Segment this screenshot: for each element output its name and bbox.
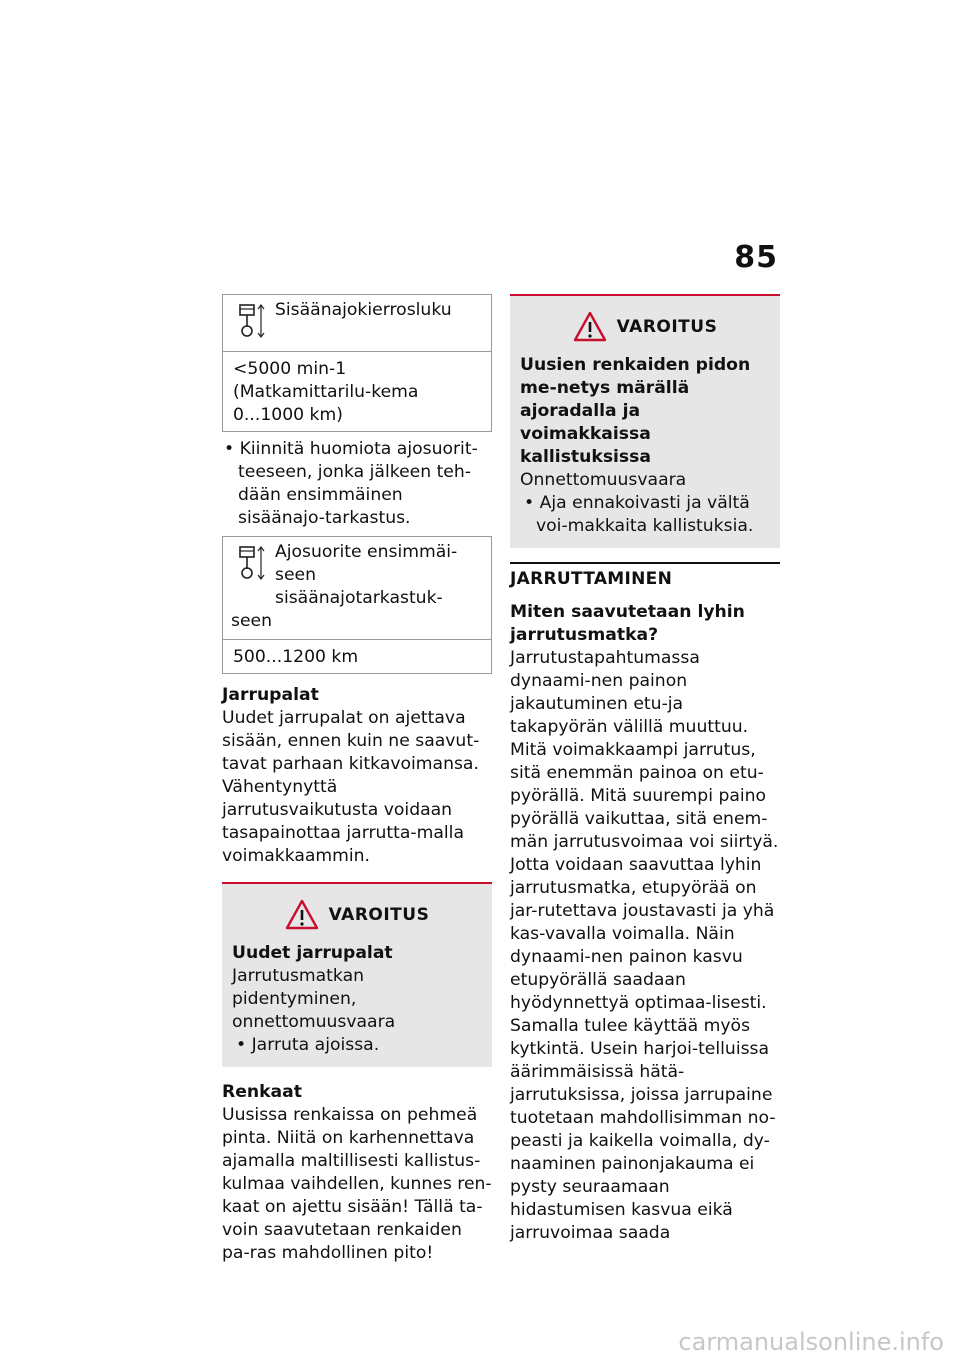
warning-subject: Uusien renkaiden pidon me-netys märällä ajoradalla ja voimakkaissa kallistuksissa <box>520 355 751 467</box>
warning-title: VAROITUS <box>328 904 430 925</box>
paragraph: Jarrutustapahtumassa dynaami-nen painon jakautuminen etu-ja takapyörän välillä muuttuu. Mitä voimakkaampi jarrutus, sitä enemmän painoa on etu-pyörällä. Mitä suurempi paino pyörällä vaikuttaa, sitä enem-män jarrutusvoimaa voi siirtyä. Jotta voidaan saavuttaa lyhin jarrutusmatka, etupyörää on jar-rutettava joustavasti ja yhä kas-vavalla voimalla. Näin dynaami-nen painon kasvu etupyörällä saadaan hyödynnettyä optimaa-lisesti. Samalla tulee käyttää myös kytkintä. Usein harjoi-telluissa äärimmäisissä hätä-jarrutuksissa, joissa jarrupaine tuotetaan mahdollisimman no-peasti ja kaikella voimalla, dy-naaminen painonjakauma ei pysty seuraamaan hidastumisen kasvua eikä jarruvoimaa saada <box>510 648 779 1243</box>
paragraph: Uusissa renkaissa on pehmeä pinta. Niitä on karhennettava ajamalla maltillisesti kallistus-kulmaa vaihdellen, kunnes ren-kaat on ajettu sisään! Tällä ta-voin saavutetaan renkaiden pa-ras mahdollinen pito! <box>222 1105 492 1263</box>
list-item: • Kiinnitä huomiota ajosuorit-teeseen, jonka jälkeen teh-dään ensimmäinen sisäänajo-tarkastus. <box>224 439 478 528</box>
warning-triangle-icon <box>285 899 319 931</box>
warning-text: Onnettomuusvaara <box>520 470 687 490</box>
warning-box <box>222 882 492 1067</box>
spec-label: Ajosuorite ensimmäi-seen sisäänajotarkastuk- <box>275 542 458 608</box>
warning-bullet: • Aja ennakoivasti ja vältä voi-makkaita kallistuksia. <box>524 493 754 536</box>
subsection-heading: Miten saavutetaan lyhin jarrutusmatka? <box>510 602 745 645</box>
spec-label-continued: seen <box>231 611 272 631</box>
spec-value: <5000 min-1 (Matkamittarilu-kema 0...1000 km) <box>233 359 419 425</box>
warning-title: VAROITUS <box>616 316 718 337</box>
spec-box-header <box>223 537 491 640</box>
warning-triangle-icon <box>573 311 607 343</box>
watermark: carmanualsonline.info <box>678 1328 944 1356</box>
spec-box-break-in-rpm <box>222 294 492 432</box>
right-column <box>510 294 780 1245</box>
warning-header <box>520 310 770 344</box>
paragraph: Uudet jarrupalat on ajettava sisään, ennen kuin ne saavut-tavat parhaan kitkavoimansa. Vähentynyttä jarrutusvaikutusta voidaan tasapainottaa jarrutta-malla voimakkaammin. <box>222 708 480 866</box>
warning-header <box>232 898 482 932</box>
spec-box-first-inspection <box>222 536 492 674</box>
spec-box-header <box>223 295 491 352</box>
piston-gauge-icon <box>237 545 267 581</box>
warning-bullet: • Jarruta ajoissa. <box>236 1035 380 1055</box>
warning-subject: Uudet jarrupalat <box>232 943 393 963</box>
warning-text: Jarrutusmatkan pidentyminen, onnettomuusvaara <box>232 966 396 1032</box>
left-column <box>222 294 492 1265</box>
page-number: 85 <box>734 240 778 275</box>
section-heading-brake-pads: Jarrupalat <box>222 685 319 705</box>
section-title: JARRUTTAMINEN <box>510 562 780 591</box>
warning-box <box>510 294 780 548</box>
section-heading-tires: Renkaat <box>222 1082 302 1102</box>
spec-label: Sisäänajokierrosluku <box>275 300 452 320</box>
spec-value: 500...1200 km <box>233 647 359 667</box>
piston-gauge-icon <box>237 303 267 339</box>
